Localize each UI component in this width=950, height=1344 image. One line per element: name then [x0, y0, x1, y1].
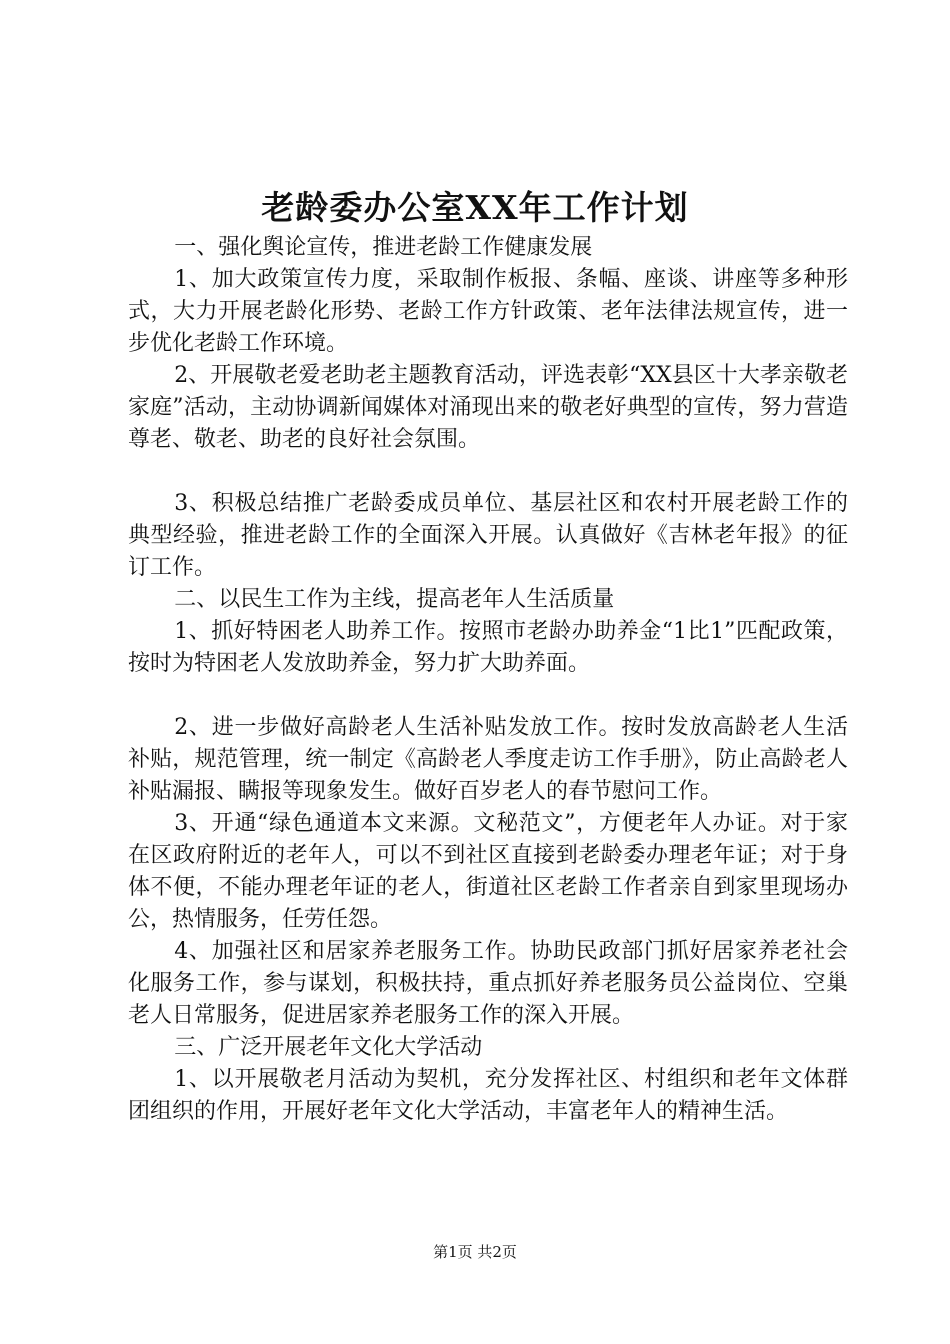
paragraph: 3、开通“绿色通道本文来源。文秘范文”，方便老年人办证。对于家在区政府附近的老年人，可以不到社区直接到老龄委办理老年证；对于身体不便，不能办理老年证的老人，街道社区老龄工作者亲自到家里现场办公，热情服务，任劳任怨。: [128, 811, 848, 932]
document-title: 老龄委办公室XX年工作计划: [261, 188, 689, 227]
document-body: [128, 232, 848, 1128]
section-heading-3: 三、广泛开展老年文化大学活动: [174, 1035, 483, 1060]
paragraph: 1、抓好特困老人助养工作。按照市老龄办助养金“1比1”匹配政策，按时为特困老人发放助养金，努力扩大助养面。: [128, 619, 848, 676]
paragraph: 2、开展敬老爱老助老主题教育活动，评选表彰“XX县区十大孝亲敬老家庭”活动，主动协调新闻媒体对涌现出来的敬老好典型的宣传，努力营造尊老、敬老、助老的良好社会氛围。: [128, 363, 848, 452]
paragraph: 3、积极总结推广老龄委成员单位、基层社区和农村开展老龄工作的典型经验，推进老龄工作的全面深入开展。认真做好《吉林老年报》的征订工作。: [128, 491, 848, 580]
page-footer: 第1页 共2页: [433, 1243, 517, 1261]
paragraph: 4、加强社区和居家养老服务工作。协助民政部门抓好居家养老社会化服务工作，参与谋划，积极扶持，重点抓好养老服务员公益岗位、空巢老人日常服务，促进居家养老服务工作的深入开展。: [128, 939, 848, 1028]
section-heading-1: 一、强化舆论宣传，推进老龄工作健康发展: [174, 235, 593, 260]
paragraph: 1、以开展敬老月活动为契机，充分发挥社区、村组织和老年文体群团组织的作用，开展好老年文化大学活动，丰富老年人的精神生活。: [128, 1067, 848, 1124]
paragraph: 2、进一步做好高龄老人生活补贴发放工作。按时发放高龄老人生活补贴，规范管理，统一制定《高龄老人季度走访工作手册》，防止高龄老人补贴漏报、瞒报等现象发生。做好百岁老人的春节慰问工作。: [128, 715, 848, 804]
section-heading-2: 二、以民生工作为主线，提高老年人生活质量: [174, 587, 615, 612]
paragraph: 1、加大政策宣传力度，采取制作板报、条幅、座谈、讲座等多种形式，大力开展老龄化形势、老龄工作方针政策、老年法律法规宣传，进一步优化老龄工作环境。: [128, 267, 848, 356]
